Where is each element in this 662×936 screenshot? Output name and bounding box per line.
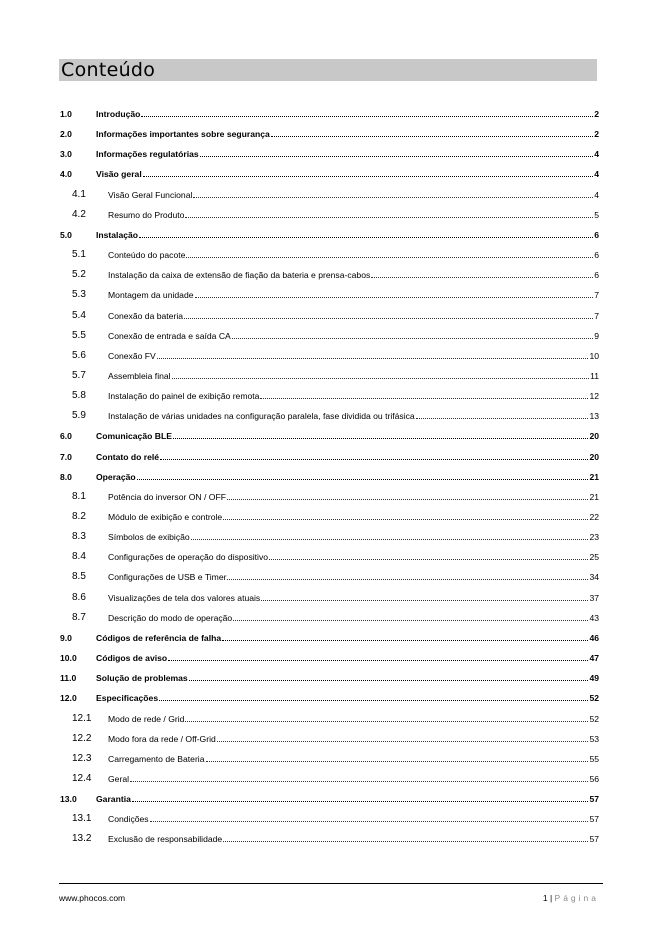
toc-entry[interactable] — [0, 711, 662, 727]
toc-entry-page[interactable]: 34 — [589, 572, 599, 583]
toc-entry-title[interactable]: Instalação — [96, 229, 139, 240]
toc-entry-page[interactable]: 52 — [589, 713, 599, 724]
toc-entry-title[interactable]: Condições — [108, 814, 149, 825]
toc-entry-title[interactable]: Códigos de referência de falha — [96, 632, 222, 643]
toc-entry[interactable] — [0, 731, 662, 747]
toc-entry-number: 11.0 — [60, 673, 77, 684]
toc-entry-title[interactable]: Instalação de várias unidades na configuração paralela, fase dividida ou trifásica — [108, 411, 415, 422]
toc-entry-title[interactable]: Instalação da caixa de extensão de fiação da bateria e prensa-cabos — [108, 270, 371, 281]
toc-entry-number: 9.0 — [60, 632, 72, 643]
toc-entry-page[interactable]: 49 — [589, 673, 599, 684]
toc-leader-dots — [200, 156, 593, 157]
toc-entry-number: 12.0 — [60, 693, 77, 704]
toc-leader-dots — [206, 761, 588, 762]
toc-entry[interactable] — [0, 449, 662, 465]
toc-entry-number: 13.1 — [72, 813, 92, 825]
toc-entry-number: 13.0 — [60, 794, 77, 805]
toc-entry[interactable] — [0, 670, 662, 686]
toc-entry-number: 8.5 — [72, 571, 86, 583]
toc-entry-title[interactable]: Informações importantes sobre segurança — [96, 129, 270, 140]
toc-leader-dots — [233, 620, 588, 621]
toc-entry-page[interactable]: 52 — [589, 693, 599, 704]
toc-entry-number: 12.2 — [72, 732, 92, 744]
toc-entry[interactable] — [0, 187, 662, 203]
toc-entry-page[interactable]: 47 — [589, 653, 599, 664]
toc-entry[interactable] — [0, 166, 662, 182]
toc-entry[interactable] — [0, 227, 662, 243]
toc-leader-dots — [227, 579, 588, 580]
toc-leader-dots — [143, 176, 593, 177]
toc-entry-number: 8.6 — [72, 591, 86, 603]
toc-entry-title[interactable]: Operação — [96, 471, 136, 482]
toc-leader-dots — [130, 781, 588, 782]
toc-entry[interactable] — [0, 489, 662, 505]
toc-leader-dots — [189, 680, 588, 681]
toc-entry-number: 5.2 — [72, 269, 86, 281]
toc-entry[interactable] — [0, 308, 662, 324]
toc-entry-number: 4.0 — [60, 169, 72, 180]
toc-entry[interactable] — [0, 126, 662, 142]
toc-leader-dots — [160, 459, 588, 460]
toc-entry-page[interactable]: 12 — [589, 391, 599, 402]
toc-entry-page[interactable]: 7 — [594, 310, 599, 321]
toc-leader-dots — [159, 700, 588, 701]
toc-entry-page[interactable]: 13 — [589, 411, 599, 422]
toc-entry-page[interactable]: 4 — [594, 149, 599, 160]
toc-entry-page[interactable]: 57 — [589, 814, 599, 825]
toc-entry-title[interactable]: Especificações — [96, 693, 159, 704]
toc-entry-page[interactable]: 6 — [594, 229, 599, 240]
toc-entry-number: 4.1 — [72, 188, 86, 200]
toc-entry[interactable] — [0, 549, 662, 565]
toc-leader-dots — [186, 257, 593, 258]
toc-entry[interactable] — [0, 690, 662, 706]
toc-entry-number: 5.1 — [72, 249, 86, 261]
toc-entry[interactable] — [0, 529, 662, 545]
toc-entry-page[interactable]: 56 — [589, 773, 599, 784]
toc-entry-title[interactable]: Contato do relé — [96, 451, 160, 462]
toc-entry[interactable] — [0, 831, 662, 847]
toc-entry-number: 12.1 — [72, 712, 92, 724]
toc-entry-number: 8.0 — [60, 471, 72, 482]
toc-leader-dots — [141, 116, 593, 117]
toc-leader-dots — [217, 741, 588, 742]
footer-separator: | — [549, 893, 553, 903]
toc-leader-dots — [157, 358, 588, 359]
toc-entry-page[interactable]: 11 — [590, 370, 599, 381]
toc-entry-number: 8.2 — [72, 511, 86, 522]
toc-entry-title[interactable]: Visão Geral Funcional — [108, 189, 193, 200]
toc-entry-number: 6.0 — [60, 431, 72, 442]
toc-entry-title[interactable]: Modo de rede / Grid — [108, 713, 185, 724]
toc-entry-number: 13.2 — [72, 833, 92, 845]
toc-entry-title[interactable]: Configurações de operação do dispositivo — [108, 552, 269, 563]
toc-leader-dots — [184, 318, 593, 319]
toc-entry[interactable] — [0, 428, 662, 444]
toc-entry[interactable] — [0, 811, 662, 827]
footer-divider — [59, 883, 603, 884]
toc-entry[interactable] — [0, 348, 662, 364]
toc-entry[interactable] — [0, 650, 662, 666]
toc-leader-dots — [139, 237, 593, 238]
toc-entry-title[interactable]: Visualizações de tela dos valores atuais — [108, 592, 261, 603]
toc-entry-number: 2.0 — [60, 129, 72, 140]
page-title: Conteúdo — [61, 59, 156, 81]
toc-leader-dots — [271, 136, 593, 137]
toc-entry[interactable] — [0, 388, 662, 404]
toc-leader-dots — [371, 277, 593, 278]
toc-entry-page[interactable]: 57 — [589, 834, 599, 845]
toc-entry-number: 5.7 — [72, 369, 86, 381]
toc-entry-title[interactable]: Informações regulatórias — [96, 149, 199, 160]
toc-entry-page[interactable]: 2 — [594, 129, 599, 140]
toc-entry-title[interactable]: Conexão de entrada e saída CA — [108, 330, 231, 341]
toc-leader-dots — [260, 398, 588, 399]
toc-entry[interactable] — [0, 267, 662, 283]
toc-entry-page[interactable]: 21 — [589, 491, 599, 502]
toc-entry-page[interactable]: 6 — [594, 250, 599, 261]
toc-entry-page[interactable]: 37 — [589, 592, 599, 603]
toc-entry-title[interactable]: Exclusão de responsabilidade — [108, 834, 223, 845]
toc-entry-title[interactable]: Módulo de exibição e controle — [108, 512, 223, 522]
toc-entry-number: 4.2 — [72, 208, 86, 220]
toc-entry-number: 5.8 — [72, 390, 86, 402]
toc-entry-number: 8.7 — [72, 611, 86, 623]
toc-entry-page[interactable]: 20 — [589, 431, 599, 442]
toc-leader-dots — [193, 197, 593, 198]
toc-entry-title[interactable]: Conexão da bateria — [108, 310, 184, 321]
toc-entry-number: 5.5 — [72, 329, 86, 341]
toc-leader-dots — [191, 539, 588, 540]
toc-leader-dots — [195, 297, 593, 298]
toc-entry[interactable] — [0, 569, 662, 585]
toc-heading-bar — [59, 59, 597, 81]
toc-entry[interactable] — [0, 207, 662, 223]
toc-leader-dots — [232, 338, 593, 339]
toc-entry-title[interactable]: Carregamento de Bateria — [108, 753, 205, 764]
toc-leader-dots — [261, 600, 588, 601]
toc-entry-page[interactable]: 25 — [589, 552, 599, 563]
footer-page-number: 1 — [542, 893, 548, 903]
toc-entry-page[interactable]: 55 — [589, 753, 599, 764]
toc-entry[interactable] — [0, 106, 662, 122]
toc-entry-page[interactable]: 4 — [594, 189, 599, 200]
toc-entry-number: 5.9 — [72, 410, 86, 422]
toc-entry-page[interactable]: 43 — [589, 612, 599, 623]
toc-entry[interactable] — [0, 287, 662, 303]
toc-entry-title[interactable]: Símbolos de exibição — [108, 532, 190, 543]
toc-leader-dots — [416, 418, 588, 419]
toc-entry[interactable] — [0, 610, 662, 626]
toc-entry-number: 8.3 — [72, 531, 86, 543]
toc-entry-title[interactable]: Solução de problemas — [96, 673, 188, 684]
toc-entry-title[interactable]: Resumo do Produto — [108, 209, 185, 220]
toc-entry-title[interactable]: Comunicação BLE — [96, 431, 172, 442]
toc-entry-number: 5.6 — [72, 349, 86, 361]
toc-entry-title[interactable]: Geral — [108, 773, 130, 784]
toc-entry[interactable] — [0, 469, 662, 485]
toc-entry-title[interactable]: Visão geral — [96, 169, 142, 180]
toc-leader-dots — [223, 841, 588, 842]
toc-leader-dots — [223, 519, 588, 520]
footer-website[interactable]: www.phocos.com — [59, 893, 126, 903]
toc-entry-page[interactable]: 23 — [589, 532, 599, 543]
toc-entry[interactable] — [0, 408, 662, 424]
toc-entry-number: 12.3 — [72, 752, 92, 764]
toc-entry-number: 1.0 — [60, 109, 72, 119]
toc-entry-title[interactable]: Modo fora da rede / Off-Grid — [108, 733, 216, 744]
toc-entry-page[interactable]: 5 — [594, 209, 599, 220]
toc-entry[interactable] — [0, 368, 662, 384]
toc-leader-dots — [137, 479, 588, 480]
toc-entry-number: 5.0 — [60, 229, 72, 240]
toc-entry[interactable] — [0, 328, 662, 344]
toc-entry-number: 10.0 — [60, 653, 77, 664]
toc-leader-dots — [150, 821, 588, 822]
toc-entry-title[interactable]: Descrição do modo de operação — [108, 612, 233, 623]
toc-entry-page[interactable]: 21 — [589, 471, 599, 482]
toc-entry-title[interactable]: Potência do inversor ON / OFF — [108, 491, 226, 502]
toc-entry-page[interactable]: 20 — [589, 451, 599, 462]
toc-entry-number: 7.0 — [60, 451, 72, 462]
toc-entry-page[interactable]: 10 — [589, 350, 599, 361]
toc-entry-number: 5.4 — [72, 309, 86, 321]
toc-leader-dots — [185, 217, 593, 218]
footer-page-label: Página — [554, 893, 599, 903]
toc-entry[interactable] — [0, 751, 662, 767]
toc-leader-dots — [227, 499, 588, 500]
toc-leader-dots — [222, 640, 588, 641]
toc-entry-number: 8.1 — [72, 490, 86, 502]
toc-entry-title[interactable]: Códigos de aviso — [96, 653, 168, 664]
toc-entry-number: 12.4 — [72, 772, 92, 784]
toc-entry-number: 5.3 — [72, 289, 86, 301]
toc-entry-title[interactable]: Introdução — [96, 109, 141, 119]
toc-leader-dots — [172, 378, 589, 379]
toc-entry[interactable] — [0, 247, 662, 263]
toc-leader-dots — [185, 721, 588, 722]
toc-entry-page[interactable]: 57 — [589, 794, 599, 805]
toc-entry-page[interactable]: 22 — [589, 512, 599, 522]
toc-entry-title[interactable]: Montagem da unidade — [108, 290, 194, 301]
toc-entry-page[interactable]: 7 — [594, 290, 599, 301]
toc-entry[interactable] — [0, 509, 662, 525]
toc-entry-number: 3.0 — [60, 149, 72, 160]
toc-entry-page[interactable]: 46 — [589, 632, 599, 643]
toc-entry[interactable] — [0, 146, 662, 162]
toc-leader-dots — [269, 559, 588, 560]
toc-leader-dots — [132, 801, 588, 802]
toc-entry[interactable] — [0, 771, 662, 787]
toc-entry-title[interactable]: Instalação do painel de exibição remota — [108, 391, 260, 402]
toc-entry[interactable] — [0, 590, 662, 606]
toc-entry-title[interactable]: Conteúdo do pacote — [108, 250, 186, 261]
toc-entry-title[interactable]: Assembleia final — [108, 370, 171, 381]
toc-entry-title[interactable]: Garantia — [96, 794, 131, 805]
toc-entry-number: 8.4 — [72, 551, 86, 563]
toc-entry-page[interactable]: 6 — [594, 270, 599, 281]
toc-entry[interactable] — [0, 791, 662, 807]
toc-entry-title[interactable]: Configurações de USB e Timer — [108, 572, 227, 583]
toc-entry-page[interactable]: 53 — [589, 733, 599, 744]
toc-entry[interactable] — [0, 630, 662, 646]
footer-page-info — [543, 893, 599, 903]
toc-leader-dots — [168, 660, 588, 661]
toc-leader-dots — [173, 438, 588, 439]
toc-entry-page[interactable]: 4 — [594, 169, 599, 180]
toc-entry-page[interactable]: 9 — [594, 330, 599, 341]
toc-entry-page[interactable]: 2 — [594, 109, 599, 119]
toc-entry-title[interactable]: Conexão FV — [108, 350, 156, 361]
